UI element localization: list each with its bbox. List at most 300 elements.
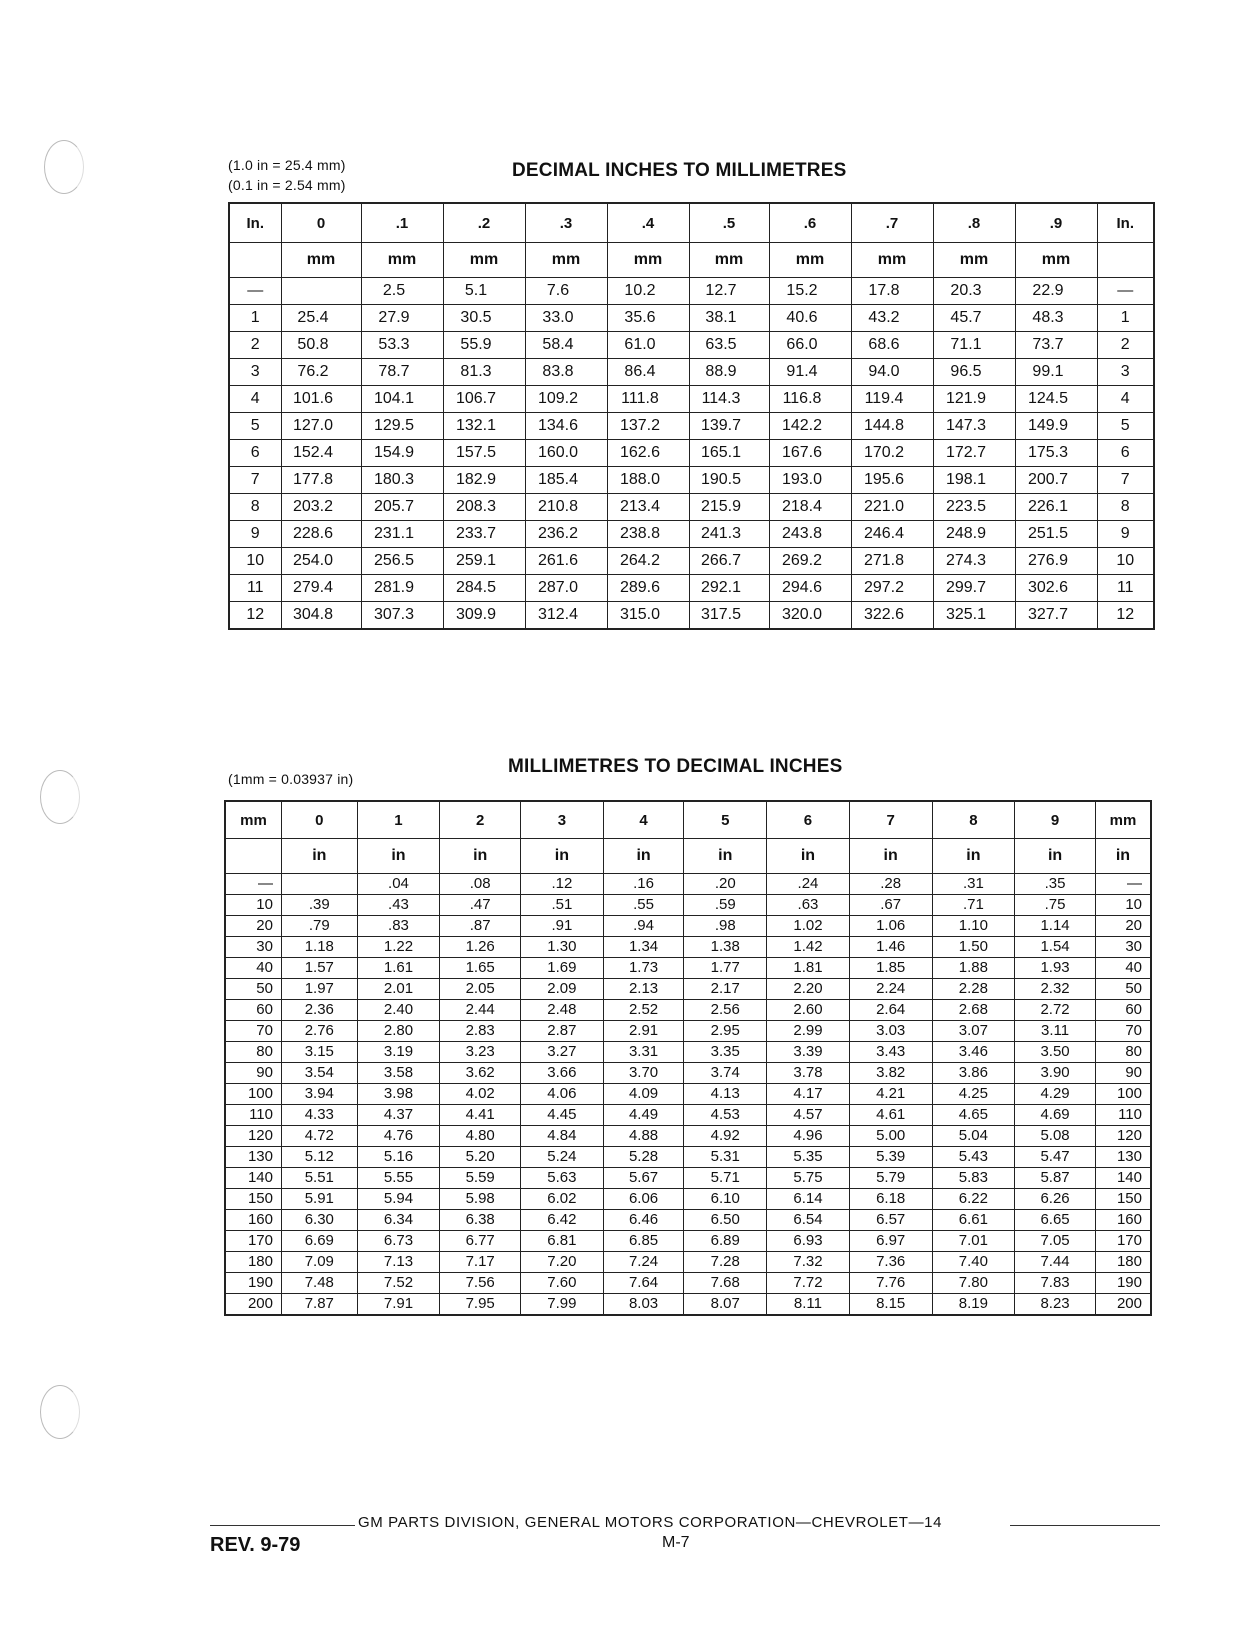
table-cell: 1.46 (849, 937, 932, 958)
table-cell: 7.28 (684, 1252, 767, 1273)
table-cell: 2.60 (767, 1000, 850, 1021)
col-header: .7 (851, 203, 933, 243)
table-cell: 86.4 (607, 359, 689, 386)
table-cell: 175.3 (1015, 440, 1097, 467)
table-cell: 132.1 (443, 413, 525, 440)
table-row (225, 979, 1151, 1000)
col-header: 4 (603, 801, 684, 839)
table-cell: .12 (521, 874, 604, 895)
table-cell: 1.30 (521, 937, 604, 958)
table-cell: 1.22 (357, 937, 440, 958)
table-cell: 1.81 (767, 958, 850, 979)
table-cell: 2.5 (361, 278, 443, 305)
row-header-cell: 70 (225, 1021, 281, 1042)
table-cell: 221.0 (851, 494, 933, 521)
table-cell: 3.82 (849, 1063, 932, 1084)
col-header: 8 (932, 801, 1015, 839)
table-cell: 6.30 (281, 1210, 357, 1231)
table-cell: 177.8 (281, 467, 361, 494)
row-header-cell: 150 (225, 1189, 281, 1210)
table-row (225, 874, 1151, 895)
table-cell: 254.0 (281, 548, 361, 575)
row-header-cell: 7 (1097, 467, 1154, 494)
table-cell: .08 (440, 874, 521, 895)
table-cell: 1.69 (521, 958, 604, 979)
table-cell: 7.36 (849, 1252, 932, 1273)
table-cell: 5.98 (440, 1189, 521, 1210)
table-cell: 243.8 (769, 521, 851, 548)
table-cell: 4.17 (767, 1084, 850, 1105)
unit-cell: mm (769, 243, 851, 278)
table-cell: 2.99 (767, 1021, 850, 1042)
row-header-cell: 90 (1095, 1063, 1151, 1084)
table-cell: 6.26 (1015, 1189, 1096, 1210)
row-header-cell: 20 (225, 916, 281, 937)
table-row (229, 521, 1154, 548)
mm-to-inches-table (224, 800, 1152, 1316)
table-cell: 8.23 (1015, 1294, 1096, 1316)
table-cell: 149.9 (1015, 413, 1097, 440)
col-header: 6 (767, 801, 850, 839)
table-cell: 6.34 (357, 1210, 440, 1231)
table-cell: 5.12 (281, 1147, 357, 1168)
table2-header-row (225, 801, 1151, 839)
table-cell: 66.0 (769, 332, 851, 359)
unit-cell: mm (851, 243, 933, 278)
table-cell: 48.3 (1015, 305, 1097, 332)
table-cell: 3.78 (767, 1063, 850, 1084)
unit-row (225, 839, 1151, 874)
row-header-cell: 10 (229, 548, 281, 575)
table-row (229, 413, 1154, 440)
table-cell: 238.8 (607, 521, 689, 548)
table-cell: 2.36 (281, 1000, 357, 1021)
row-header-cell: 170 (1095, 1231, 1151, 1252)
footer-division: GM PARTS DIVISION, GENERAL MOTORS CORPORATION—CHEVROLET—14 (358, 1514, 943, 1531)
table-cell: 71.1 (933, 332, 1015, 359)
row-header-cell: 9 (229, 521, 281, 548)
col-header: In. (1097, 203, 1154, 243)
table-row (225, 1063, 1151, 1084)
table-cell: 4.25 (932, 1084, 1015, 1105)
table-cell: .31 (932, 874, 1015, 895)
table-cell: 195.6 (851, 467, 933, 494)
unit-cell: in (767, 839, 850, 874)
table-cell: 2.24 (849, 979, 932, 1000)
table-cell: 185.4 (525, 467, 607, 494)
table-cell: 6.89 (684, 1231, 767, 1252)
table-cell: 2.05 (440, 979, 521, 1000)
table-cell: 1.26 (440, 937, 521, 958)
table-cell: 15.2 (769, 278, 851, 305)
table-cell: 302.6 (1015, 575, 1097, 602)
table-cell: 1.93 (1015, 958, 1096, 979)
table-cell: 7.20 (521, 1252, 604, 1273)
table-cell: 2.52 (603, 1000, 684, 1021)
table-cell: 6.85 (603, 1231, 684, 1252)
table-cell: .28 (849, 874, 932, 895)
row-header-cell: — (225, 874, 281, 895)
table-cell: 276.9 (1015, 548, 1097, 575)
table-cell: 2.28 (932, 979, 1015, 1000)
table-cell: 7.72 (767, 1273, 850, 1294)
row-header-cell: 50 (1095, 979, 1151, 1000)
table-cell: 325.1 (933, 602, 1015, 630)
table-cell: 101.6 (281, 386, 361, 413)
unit-cell: mm (525, 243, 607, 278)
table-row (229, 386, 1154, 413)
table-cell: 4.72 (281, 1126, 357, 1147)
table-cell: .51 (521, 895, 604, 916)
table-cell: 1.57 (281, 958, 357, 979)
table-cell: 1.97 (281, 979, 357, 1000)
table-cell: 3.15 (281, 1042, 357, 1063)
table-cell: 6.02 (521, 1189, 604, 1210)
table-row (225, 1231, 1151, 1252)
table-cell: 73.7 (1015, 332, 1097, 359)
table-row (225, 1273, 1151, 1294)
table-cell: 231.1 (361, 521, 443, 548)
row-header-cell: 3 (1097, 359, 1154, 386)
table-cell: 6.22 (932, 1189, 1015, 1210)
table-cell: 5.87 (1015, 1168, 1096, 1189)
table-cell: 2.20 (767, 979, 850, 1000)
punch-hole-middle (40, 770, 80, 824)
unit-cell: mm (1015, 243, 1097, 278)
table-cell: 7.95 (440, 1294, 521, 1316)
table-row (225, 937, 1151, 958)
table-cell: 7.44 (1015, 1252, 1096, 1273)
col-header: .1 (361, 203, 443, 243)
table-row (225, 958, 1151, 979)
table-cell: 2.40 (357, 1000, 440, 1021)
table-row (229, 332, 1154, 359)
row-header-cell: 160 (225, 1210, 281, 1231)
table-cell: 7.01 (932, 1231, 1015, 1252)
table-cell: 5.24 (521, 1147, 604, 1168)
table-cell: 266.7 (689, 548, 769, 575)
table-cell: 43.2 (851, 305, 933, 332)
table-cell: 5.83 (932, 1168, 1015, 1189)
table-cell: .91 (521, 916, 604, 937)
col-header: .6 (769, 203, 851, 243)
table-cell: 94.0 (851, 359, 933, 386)
row-header-cell: 2 (1097, 332, 1154, 359)
table-cell: 109.2 (525, 386, 607, 413)
table-row (229, 467, 1154, 494)
table-cell: 88.9 (689, 359, 769, 386)
row-header-cell: 12 (229, 602, 281, 630)
table-cell: 162.6 (607, 440, 689, 467)
row-header-cell: 8 (1097, 494, 1154, 521)
table-cell: 210.8 (525, 494, 607, 521)
table-cell: 154.9 (361, 440, 443, 467)
table-cell: 4.06 (521, 1084, 604, 1105)
table-cell: 7.83 (1015, 1273, 1096, 1294)
table-cell: 205.7 (361, 494, 443, 521)
table-cell: 12.7 (689, 278, 769, 305)
table-cell: 8.15 (849, 1294, 932, 1316)
row-header-cell: 30 (225, 937, 281, 958)
table-cell: 322.6 (851, 602, 933, 630)
table-cell: 121.9 (933, 386, 1015, 413)
row-header-cell: 170 (225, 1231, 281, 1252)
row-header-cell: 12 (1097, 602, 1154, 630)
table-cell: 3.19 (357, 1042, 440, 1063)
table-cell: 4.57 (767, 1105, 850, 1126)
table-cell: 188.0 (607, 467, 689, 494)
table-cell: 5.55 (357, 1168, 440, 1189)
page-number: M-7 (662, 1534, 690, 1551)
table-cell: 40.6 (769, 305, 851, 332)
table-cell: 104.1 (361, 386, 443, 413)
table-cell: 3.27 (521, 1042, 604, 1063)
table-cell: .16 (603, 874, 684, 895)
table-cell: 208.3 (443, 494, 525, 521)
table-cell: 4.53 (684, 1105, 767, 1126)
footer-rule-right (1010, 1525, 1160, 1526)
table-cell: 4.13 (684, 1084, 767, 1105)
table-cell: 193.0 (769, 467, 851, 494)
table-cell: 172.7 (933, 440, 1015, 467)
row-header-cell: — (1097, 278, 1154, 305)
table-cell: 180.3 (361, 467, 443, 494)
row-header-cell: 80 (1095, 1042, 1151, 1063)
table-cell: 6.93 (767, 1231, 850, 1252)
table-cell: 6.18 (849, 1189, 932, 1210)
table-row (225, 1021, 1151, 1042)
unit-cell: mm (361, 243, 443, 278)
table-cell: 2.13 (603, 979, 684, 1000)
table-cell: 5.71 (684, 1168, 767, 1189)
unit-cell (225, 839, 281, 874)
table-cell: 261.6 (525, 548, 607, 575)
table-cell: 2.83 (440, 1021, 521, 1042)
table-cell: 5.16 (357, 1147, 440, 1168)
table-cell: 248.9 (933, 521, 1015, 548)
table-cell: 2.72 (1015, 1000, 1096, 1021)
table-cell: 78.7 (361, 359, 443, 386)
col-header: .8 (933, 203, 1015, 243)
table-cell: 1.77 (684, 958, 767, 979)
col-header: mm (225, 801, 281, 839)
table-cell: 114.3 (689, 386, 769, 413)
table-row (225, 1000, 1151, 1021)
table-cell: 241.3 (689, 521, 769, 548)
row-header-cell: 4 (229, 386, 281, 413)
table-row (225, 1126, 1151, 1147)
table-cell: 3.07 (932, 1021, 1015, 1042)
table-cell: 2.95 (684, 1021, 767, 1042)
table-cell: 2.80 (357, 1021, 440, 1042)
table-row (229, 278, 1154, 305)
table-row (225, 1189, 1151, 1210)
table-row (225, 1252, 1151, 1273)
table-cell: 5.94 (357, 1189, 440, 1210)
table-cell: 315.0 (607, 602, 689, 630)
table-cell: 6.65 (1015, 1210, 1096, 1231)
punch-hole-bottom (40, 1385, 80, 1439)
table-cell: 160.0 (525, 440, 607, 467)
table-cell: .04 (357, 874, 440, 895)
unit-cell: mm (933, 243, 1015, 278)
table-cell: 3.03 (849, 1021, 932, 1042)
table-row (229, 575, 1154, 602)
row-header-cell: 130 (1095, 1147, 1151, 1168)
table-cell: 50.8 (281, 332, 361, 359)
table-cell: 4.21 (849, 1084, 932, 1105)
table-row (225, 1042, 1151, 1063)
unit-cell: mm (443, 243, 525, 278)
row-header-cell: 180 (225, 1252, 281, 1273)
unit-cell: in (603, 839, 684, 874)
table-cell: 246.4 (851, 521, 933, 548)
table-cell: 297.2 (851, 575, 933, 602)
table-cell: 251.5 (1015, 521, 1097, 548)
table-cell: 5.51 (281, 1168, 357, 1189)
table-cell: 45.7 (933, 305, 1015, 332)
unit-cell: in (849, 839, 932, 874)
col-header: 9 (1015, 801, 1096, 839)
row-header-cell: 190 (1095, 1273, 1151, 1294)
row-header-cell: 100 (225, 1084, 281, 1105)
table-cell: .67 (849, 895, 932, 916)
col-header: 0 (281, 801, 357, 839)
table-row (225, 916, 1151, 937)
table-cell: .83 (357, 916, 440, 937)
table-cell: .47 (440, 895, 521, 916)
table1-title: DECIMAL INCHES TO MILLIMETRES (512, 160, 847, 181)
row-header-cell: 150 (1095, 1189, 1151, 1210)
unit-cell (1097, 243, 1154, 278)
table-cell: 4.76 (357, 1126, 440, 1147)
table-cell: 1.18 (281, 937, 357, 958)
unit-cell: in (1015, 839, 1096, 874)
table-cell: 4.65 (932, 1105, 1015, 1126)
table-cell: 5.59 (440, 1168, 521, 1189)
row-header-cell: 3 (229, 359, 281, 386)
table-cell: 2.91 (603, 1021, 684, 1042)
table-cell: 279.4 (281, 575, 361, 602)
table-cell: .63 (767, 895, 850, 916)
table-cell (281, 278, 361, 305)
row-header-cell: 8 (229, 494, 281, 521)
table-cell: 269.2 (769, 548, 851, 575)
table-cell: 8.03 (603, 1294, 684, 1316)
col-header: 1 (357, 801, 440, 839)
table-row (225, 1294, 1151, 1316)
table-cell: 1.65 (440, 958, 521, 979)
row-header-cell: 1 (229, 305, 281, 332)
table-cell: 289.6 (607, 575, 689, 602)
table-cell: .75 (1015, 895, 1096, 916)
row-header-cell: 11 (229, 575, 281, 602)
table-cell: 68.6 (851, 332, 933, 359)
table-cell: 5.43 (932, 1147, 1015, 1168)
table-cell: 134.6 (525, 413, 607, 440)
table-cell: 7.32 (767, 1252, 850, 1273)
table-cell: 7.76 (849, 1273, 932, 1294)
unit-cell: in (684, 839, 767, 874)
table-cell: 91.4 (769, 359, 851, 386)
table-cell: 4.09 (603, 1084, 684, 1105)
table-cell: 1.02 (767, 916, 850, 937)
table-cell: 7.80 (932, 1273, 1015, 1294)
table-cell: 218.4 (769, 494, 851, 521)
punch-hole-top (44, 140, 84, 194)
table-cell: 6.42 (521, 1210, 604, 1231)
table-cell: 203.2 (281, 494, 361, 521)
row-header-cell: 40 (225, 958, 281, 979)
table-cell: 7.24 (603, 1252, 684, 1273)
table-row (225, 895, 1151, 916)
table-row (225, 1147, 1151, 1168)
unit-cell: in (281, 839, 357, 874)
table-cell: 1.50 (932, 937, 1015, 958)
table-cell: 165.1 (689, 440, 769, 467)
row-header-cell: 5 (229, 413, 281, 440)
col-header: .9 (1015, 203, 1097, 243)
table-cell: 4.37 (357, 1105, 440, 1126)
table-cell: 7.09 (281, 1252, 357, 1273)
col-header: 0 (281, 203, 361, 243)
table-cell: 25.4 (281, 305, 361, 332)
row-header-cell: 60 (1095, 1000, 1151, 1021)
conversion-note-1: (1.0 in = 25.4 mm) (228, 157, 346, 173)
table-cell: 4.29 (1015, 1084, 1096, 1105)
table-cell: 7.13 (357, 1252, 440, 1273)
col-header: .2 (443, 203, 525, 243)
table-cell: 215.9 (689, 494, 769, 521)
table-cell: 124.5 (1015, 386, 1097, 413)
table-cell: .98 (684, 916, 767, 937)
table-cell: 142.2 (769, 413, 851, 440)
table-cell: 55.9 (443, 332, 525, 359)
table-cell: 190.5 (689, 467, 769, 494)
row-header-cell: 180 (1095, 1252, 1151, 1273)
table-cell: 228.6 (281, 521, 361, 548)
table-cell: 6.38 (440, 1210, 521, 1231)
table-cell: 327.7 (1015, 602, 1097, 630)
table-cell: .94 (603, 916, 684, 937)
table-cell: 236.2 (525, 521, 607, 548)
col-header: 3 (521, 801, 604, 839)
table-cell: 83.8 (525, 359, 607, 386)
row-header-cell: 90 (225, 1063, 281, 1084)
table-cell: 1.38 (684, 937, 767, 958)
table-row (225, 1168, 1151, 1189)
table-cell: 30.5 (443, 305, 525, 332)
table-cell: 111.8 (607, 386, 689, 413)
table-row (229, 359, 1154, 386)
table-cell: 2.32 (1015, 979, 1096, 1000)
table-cell: .87 (440, 916, 521, 937)
table-cell: 20.3 (933, 278, 1015, 305)
table-cell: 6.10 (684, 1189, 767, 1210)
table-row (229, 440, 1154, 467)
table-cell: 35.6 (607, 305, 689, 332)
row-header-cell: 130 (225, 1147, 281, 1168)
table-cell: 213.4 (607, 494, 689, 521)
row-header-cell: 1 (1097, 305, 1154, 332)
table-cell: 6.14 (767, 1189, 850, 1210)
table-cell: 106.7 (443, 386, 525, 413)
row-header-cell: 30 (1095, 937, 1151, 958)
table-cell: .59 (684, 895, 767, 916)
table-cell: 8.07 (684, 1294, 767, 1316)
table-cell: 320.0 (769, 602, 851, 630)
table-cell: 5.28 (603, 1147, 684, 1168)
